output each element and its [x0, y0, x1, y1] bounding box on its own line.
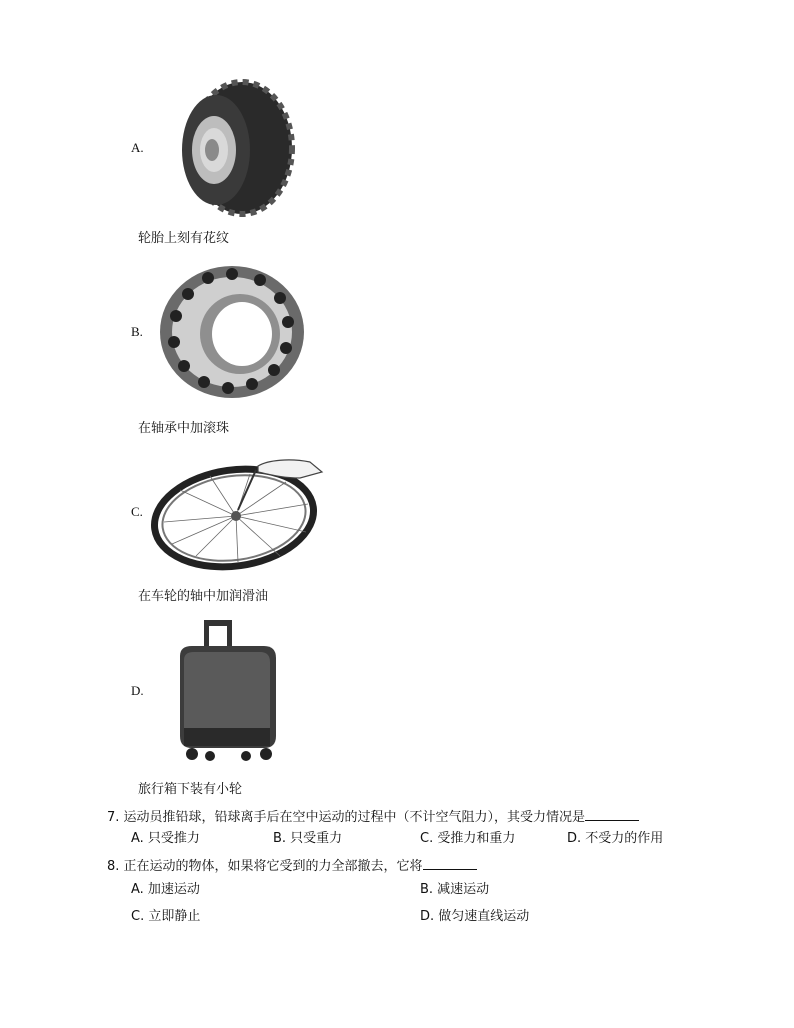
tire-image — [170, 78, 300, 218]
option-d-caption: 旅行箱下装有小轮 — [138, 782, 243, 797]
question-7 — [107, 806, 639, 825]
question-7-stem: 7. 运动员推铅球，铅球离手后在空中运动的过程中（不计空气阻力），其受力情况是 — [107, 810, 586, 825]
q8-choice-b: B. 减速运动 — [420, 882, 490, 897]
question-8 — [107, 855, 477, 874]
q7-choice-b: B. 只受重力 — [273, 831, 343, 846]
answer-blank[interactable] — [585, 808, 639, 821]
option-a-caption: 轮胎上刻有花纹 — [138, 231, 230, 246]
option-a-letter: A. — [131, 140, 144, 155]
q8-choice-d: D. 做匀速直线运动 — [420, 909, 530, 924]
option-c-caption: 在车轮的轴中加润滑油 — [138, 589, 269, 604]
suitcase-image — [170, 616, 284, 764]
option-b-letter: B. — [131, 324, 143, 339]
option-b-caption: 在轴承中加滚珠 — [138, 421, 230, 436]
ball-bearing-image — [150, 256, 312, 406]
q7-choice-a: A. 只受推力 — [131, 831, 200, 846]
question-8-stem: 8. 正在运动的物体，如果将它受到的力全部撤去，它将 — [107, 859, 423, 874]
q7-choice-d: D. 不受力的作用 — [567, 831, 664, 846]
option-d-letter: D. — [131, 683, 144, 698]
q8-choice-a: A. 加速运动 — [131, 882, 200, 897]
q7-choice-c: C. 受推力和重力 — [420, 831, 516, 846]
option-c-letter: C. — [131, 504, 143, 519]
answer-blank[interactable] — [423, 857, 477, 870]
bicycle-wheel-image — [150, 452, 326, 576]
q8-choice-c: C. 立即静止 — [131, 909, 201, 924]
